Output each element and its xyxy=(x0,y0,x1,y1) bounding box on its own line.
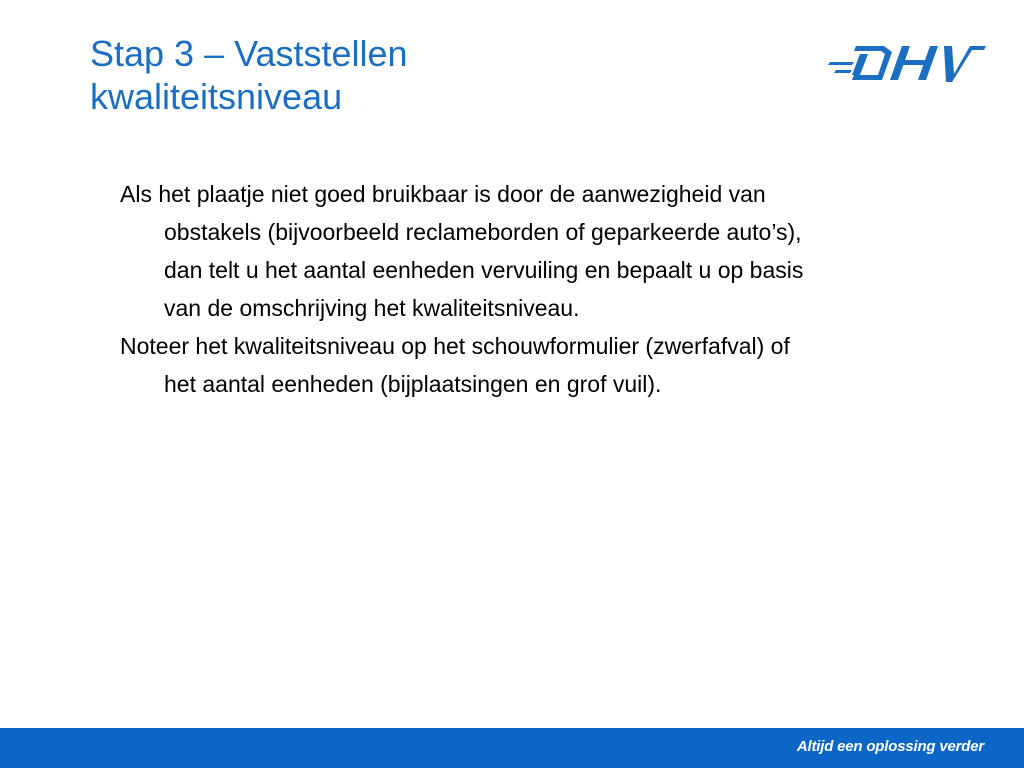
dhv-logo-icon xyxy=(826,40,986,88)
body-paragraph-1: Als het plaatje niet goed bruikbaar is door de aanwezigheid van obstakels (bijvoorbeeld reclameborden of geparkeerde auto’s), dan telt u het aantal eenheden vervuiling en bepaalt u op basis van de omschrijving het kwaliteitsniveau. xyxy=(120,181,804,321)
slide-body xyxy=(120,175,820,403)
footer-bar xyxy=(0,728,1024,768)
footer-tagline: Altijd een oplossing verder xyxy=(796,738,984,755)
slide-title xyxy=(90,32,730,118)
slide-title-line-2: kwaliteitsniveau xyxy=(90,76,343,117)
body-paragraph-2: Noteer het kwaliteitsniveau op het schouwformulier (zwerfafval) of het aantal eenheden (bijplaatsingen en grof vuil). xyxy=(120,333,790,397)
slide-title-line-1: Stap 3 – Vaststellen xyxy=(90,33,408,74)
